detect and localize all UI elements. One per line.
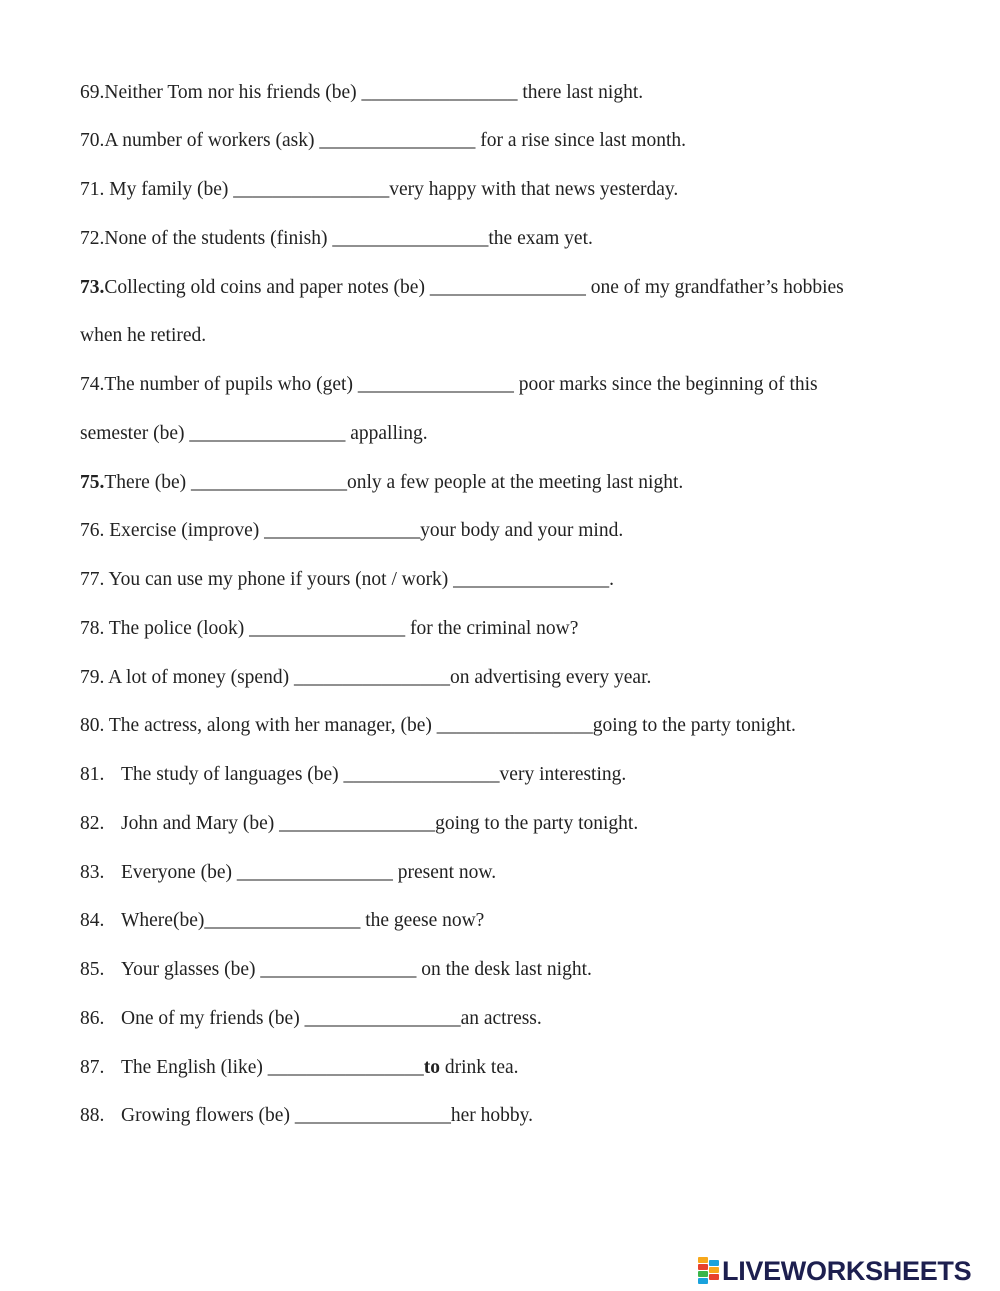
item-number: 87. [80,1057,105,1078]
item-number: 88. [80,1105,105,1126]
exercise-item-87 [80,1053,519,1083]
item-text: A lot of money (spend) ________________on advertising every year. [104,667,652,688]
item-text: My family (be) ________________very happy with that news yesterday. [104,179,679,200]
item-text: You can use my phone if yours (not / work) ________________. [104,569,615,590]
item-number: 69. [80,82,105,103]
item-number: 84. [80,910,105,931]
item-text: A number of workers (ask) ________________ for a rise since last month. [104,130,687,151]
exercise-item-71 [80,175,678,205]
exercise-item-80 [80,711,796,741]
item-number: 72. [80,228,105,249]
liveworksheets-logo-icon [698,1257,720,1285]
item-number: 80. [80,715,105,736]
item-number: 74. [80,374,105,395]
item-text-after: drink tea. [440,1057,519,1078]
item-number: 77. [80,569,105,590]
exercise-item-86 [80,1004,542,1034]
exercise-item-83 [80,858,496,888]
exercise-item-72 [80,224,593,254]
item-number: 82. [80,813,105,834]
item-text: Where(be)________________ the geese now? [121,910,485,931]
item-number: 79. [80,667,105,688]
item-text: The police (look) ________________ for the criminal now? [104,618,579,639]
exercise-item-69 [80,78,643,108]
item-number: 78. [80,618,105,639]
item-text: Everyone (be) ________________ present now. [121,862,497,883]
item-continuation-text: when he retired. [80,325,207,346]
exercise-item-74 [80,370,818,400]
exercise-item-73 [80,273,844,303]
item-number: 83. [80,862,105,883]
brand-name: LIVEWORKSHEETS [722,1255,972,1286]
item-text: The actress, along with her manager, (be) ________________going to the party tonight. [104,715,796,736]
exercise-item-84 [80,906,484,936]
exercise-item-73-continuation [80,321,206,351]
item-text: There (be) ________________only a few people at the meeting last night. [104,472,684,493]
exercise-item-82 [80,809,638,839]
item-text: One of my friends (be) ________________an actress. [121,1008,542,1029]
item-text: Exercise (improve) ________________your body and your mind. [104,520,624,541]
liveworksheets-brand [698,1254,971,1288]
item-text: Collecting old coins and paper notes (be) ________________ one of my grandfather’s hobbies [104,277,844,298]
item-bold-word: to [423,1057,441,1078]
exercise-item-81 [80,760,626,790]
exercise-item-77 [80,565,614,595]
item-continuation-text: semester (be) ________________ appalling. [80,423,428,444]
item-text: None of the students (finish) ________________the exam yet. [104,228,593,249]
item-number: 85. [80,959,105,980]
item-number: 75. [80,472,105,493]
exercise-item-79 [80,663,651,693]
item-text: The study of languages (be) ________________very interesting. [121,764,627,785]
exercise-item-88 [80,1101,533,1131]
item-number: 71. [80,179,105,200]
exercise-item-85 [80,955,592,985]
item-number: 81. [80,764,105,785]
item-text: John and Mary (be) ________________going to the party tonight. [121,813,639,834]
exercise-item-76 [80,516,623,546]
item-text: Your glasses (be) ________________ on the desk last night. [121,959,592,980]
exercise-item-75 [80,468,683,498]
item-number: 70. [80,130,105,151]
exercise-item-78 [80,614,578,644]
item-number: 73. [80,277,105,298]
item-text: The number of pupils who (get) ________________ poor marks since the beginning of this [104,374,818,395]
item-number: 86. [80,1008,105,1029]
item-text: Neither Tom nor his friends (be) ________________ there last night. [104,82,644,103]
item-text: Growing flowers (be) ________________her hobby. [121,1105,533,1126]
exercise-item-74-continuation [80,419,428,449]
item-text: The English (like) ________________ [121,1057,424,1078]
item-number: 76. [80,520,105,541]
exercise-item-70 [80,126,686,156]
